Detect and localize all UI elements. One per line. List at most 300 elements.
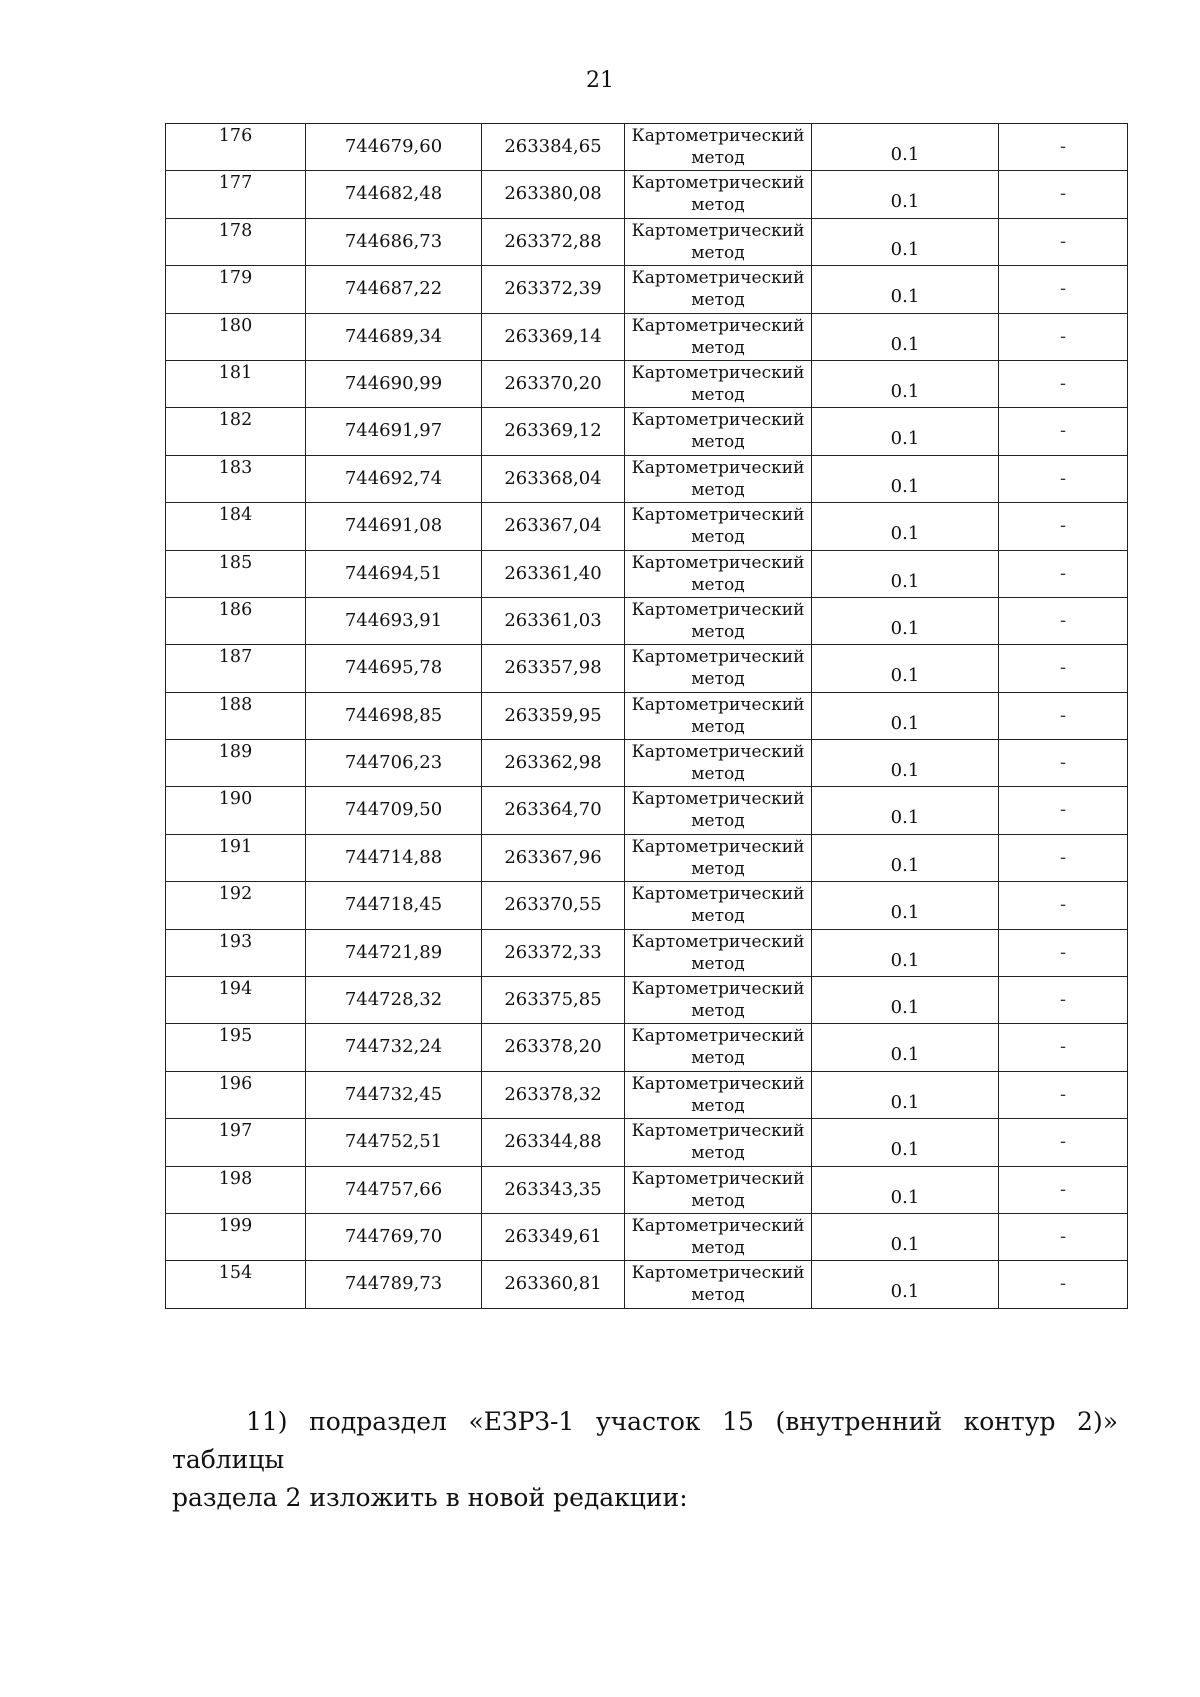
method-value: Картометрический метод — [631, 742, 805, 785]
method-value: Картометрический метод — [631, 1121, 805, 1164]
method-cell — [625, 692, 812, 739]
method-value: Картометрический метод — [631, 1215, 805, 1258]
point-number-cell — [166, 218, 306, 265]
x-coordinate-value: 744714,88 — [344, 846, 443, 868]
point-number-cell — [166, 1071, 306, 1118]
method-cell — [625, 787, 812, 834]
x-coordinate-cell — [306, 740, 482, 787]
note-cell — [999, 313, 1128, 360]
note-cell — [999, 218, 1128, 265]
accuracy-value: 0.1 — [890, 428, 920, 450]
point-number-value: 182 — [218, 410, 253, 431]
accuracy-value: 0.1 — [890, 1233, 920, 1255]
note-value: - — [1059, 372, 1067, 394]
point-number-value: 193 — [218, 931, 253, 952]
x-coordinate-value: 744706,23 — [344, 752, 443, 774]
method-cell — [625, 597, 812, 644]
method-value: Картометрический метод — [631, 647, 805, 690]
point-number-value: 181 — [218, 362, 253, 383]
table-row — [166, 124, 1128, 171]
y-coordinate-value: 263369,14 — [504, 325, 602, 347]
y-coordinate-cell — [482, 692, 625, 739]
y-coordinate-value: 263343,35 — [504, 1178, 602, 1200]
method-value: Картометрический метод — [631, 126, 805, 168]
x-coordinate-value: 744721,89 — [344, 941, 443, 963]
x-coordinate-cell — [306, 503, 482, 550]
y-coordinate-cell — [482, 1213, 625, 1260]
x-coordinate-cell — [306, 1166, 482, 1213]
point-number-value: 198 — [218, 1168, 253, 1189]
x-coordinate-cell — [306, 834, 482, 881]
point-number-value: 197 — [218, 1121, 253, 1142]
x-coordinate-cell — [306, 929, 482, 976]
accuracy-value: 0.1 — [890, 997, 920, 1019]
note-cell — [999, 977, 1128, 1024]
note-cell — [999, 740, 1128, 787]
accuracy-value: 0.1 — [890, 1139, 920, 1161]
method-cell — [625, 124, 812, 171]
x-coordinate-cell — [306, 597, 482, 644]
x-coordinate-cell — [306, 1071, 482, 1118]
method-cell — [625, 1119, 812, 1166]
table-row — [166, 1213, 1128, 1260]
accuracy-value: 0.1 — [890, 617, 920, 639]
x-coordinate-cell — [306, 266, 482, 313]
x-coordinate-value: 744687,22 — [344, 278, 443, 300]
note-cell — [999, 929, 1128, 976]
note-value: - — [1059, 1273, 1067, 1295]
accuracy-cell — [812, 977, 999, 1024]
y-coordinate-value: 263361,40 — [504, 562, 602, 584]
amendment-paragraph — [172, 1403, 1118, 1517]
point-number-value: 179 — [218, 268, 253, 289]
method-cell — [625, 1024, 812, 1071]
method-cell — [625, 550, 812, 597]
table-row — [166, 740, 1128, 787]
point-number-value: 176 — [218, 126, 253, 146]
accuracy-value: 0.1 — [890, 238, 920, 260]
y-coordinate-value: 263349,61 — [504, 1225, 602, 1247]
note-cell — [999, 597, 1128, 644]
method-cell — [625, 977, 812, 1024]
y-coordinate-cell — [482, 787, 625, 834]
accuracy-value: 0.1 — [890, 760, 920, 782]
accuracy-cell — [812, 1166, 999, 1213]
accuracy-value: 0.1 — [890, 333, 920, 355]
point-number-value: 186 — [218, 599, 253, 620]
note-cell — [999, 1261, 1128, 1308]
note-value: - — [1059, 136, 1067, 157]
table-row — [166, 977, 1128, 1024]
table-row — [166, 1166, 1128, 1213]
accuracy-cell — [812, 692, 999, 739]
table-row — [166, 929, 1128, 976]
note-value: - — [1059, 609, 1067, 631]
accuracy-cell — [812, 787, 999, 834]
table-row — [166, 171, 1128, 218]
note-cell — [999, 1213, 1128, 1260]
paragraph-line-2: раздела 2 изложить в новой редакции: — [172, 1483, 688, 1512]
x-coordinate-cell — [306, 645, 482, 692]
x-coordinate-value: 744692,74 — [344, 467, 443, 489]
y-coordinate-value: 263372,39 — [504, 278, 602, 300]
method-value: Картометрический метод — [631, 362, 805, 405]
method-value: Картометрический метод — [631, 694, 805, 737]
accuracy-value: 0.1 — [890, 1044, 920, 1066]
accuracy-cell — [812, 597, 999, 644]
accuracy-cell — [812, 313, 999, 360]
y-coordinate-value: 263370,55 — [504, 894, 602, 916]
note-cell — [999, 787, 1128, 834]
method-cell — [625, 1213, 812, 1260]
note-value: - — [1059, 278, 1067, 300]
note-value: - — [1059, 894, 1067, 916]
method-cell — [625, 503, 812, 550]
accuracy-value: 0.1 — [890, 523, 920, 545]
accuracy-cell — [812, 408, 999, 455]
method-value: Картометрический метод — [631, 931, 805, 974]
point-number-value: 184 — [218, 505, 253, 526]
note-cell — [999, 834, 1128, 881]
note-cell — [999, 550, 1128, 597]
method-value: Картометрический метод — [631, 789, 805, 832]
accuracy-value: 0.1 — [890, 1186, 920, 1208]
y-coordinate-value: 263364,70 — [504, 799, 602, 821]
y-coordinate-cell — [482, 1166, 625, 1213]
note-value: - — [1059, 515, 1067, 537]
method-cell — [625, 645, 812, 692]
method-cell — [625, 1071, 812, 1118]
accuracy-cell — [812, 124, 999, 171]
method-cell — [625, 171, 812, 218]
y-coordinate-value: 263380,08 — [504, 183, 602, 205]
y-coordinate-cell — [482, 455, 625, 502]
y-coordinate-cell — [482, 1261, 625, 1308]
point-number-value: 196 — [218, 1073, 253, 1094]
accuracy-value: 0.1 — [890, 380, 920, 402]
x-coordinate-cell — [306, 1119, 482, 1166]
note-value: - — [1059, 752, 1067, 774]
accuracy-cell — [812, 834, 999, 881]
point-number-value: 187 — [218, 647, 253, 668]
x-coordinate-cell — [306, 1213, 482, 1260]
method-cell — [625, 313, 812, 360]
table-row — [166, 455, 1128, 502]
x-coordinate-value: 744769,70 — [344, 1225, 443, 1247]
table-row — [166, 692, 1128, 739]
accuracy-value: 0.1 — [890, 570, 920, 592]
method-cell — [625, 360, 812, 407]
note-value: - — [1059, 1036, 1067, 1058]
table-row — [166, 645, 1128, 692]
y-coordinate-value: 263367,96 — [504, 846, 602, 868]
accuracy-value: 0.1 — [890, 144, 920, 165]
point-number-value: 180 — [218, 315, 253, 336]
accuracy-cell — [812, 1024, 999, 1071]
method-value: Картометрический метод — [631, 552, 805, 595]
method-cell — [625, 834, 812, 881]
y-coordinate-value: 263378,20 — [504, 1036, 602, 1058]
y-coordinate-cell — [482, 834, 625, 881]
table-row — [166, 313, 1128, 360]
method-value: Картометрический метод — [631, 268, 805, 311]
table-row — [166, 503, 1128, 550]
point-number-cell — [166, 313, 306, 360]
x-coordinate-value: 744732,45 — [344, 1083, 443, 1105]
x-coordinate-value: 744691,97 — [344, 420, 443, 442]
note-cell — [999, 455, 1128, 502]
accuracy-cell — [812, 171, 999, 218]
note-cell — [999, 503, 1128, 550]
note-value: - — [1059, 846, 1067, 868]
point-number-value: 192 — [218, 884, 253, 905]
point-number-cell — [166, 550, 306, 597]
method-value: Картометрический метод — [631, 220, 805, 263]
y-coordinate-cell — [482, 124, 625, 171]
accuracy-cell — [812, 266, 999, 313]
x-coordinate-value: 744709,50 — [344, 799, 443, 821]
note-value: - — [1059, 1225, 1067, 1247]
note-cell — [999, 171, 1128, 218]
coordinates-table — [165, 123, 1128, 1309]
x-coordinate-value: 744789,73 — [344, 1273, 443, 1295]
note-value: - — [1059, 989, 1067, 1011]
point-number-cell — [166, 124, 306, 171]
x-coordinate-value: 744732,24 — [344, 1036, 443, 1058]
y-coordinate-value: 263378,32 — [504, 1083, 602, 1105]
x-coordinate-cell — [306, 218, 482, 265]
x-coordinate-value: 744718,45 — [344, 894, 443, 916]
y-coordinate-value: 263367,04 — [504, 515, 602, 537]
accuracy-value: 0.1 — [890, 1091, 920, 1113]
table-row — [166, 218, 1128, 265]
point-number-value: 199 — [218, 1215, 253, 1236]
accuracy-cell — [812, 1071, 999, 1118]
y-coordinate-value: 263359,95 — [504, 704, 602, 726]
accuracy-value: 0.1 — [890, 807, 920, 829]
accuracy-cell — [812, 740, 999, 787]
x-coordinate-cell — [306, 1024, 482, 1071]
x-coordinate-cell — [306, 408, 482, 455]
x-coordinate-cell — [306, 787, 482, 834]
accuracy-cell — [812, 1119, 999, 1166]
point-number-cell — [166, 977, 306, 1024]
y-coordinate-cell — [482, 313, 625, 360]
accuracy-cell — [812, 218, 999, 265]
x-coordinate-cell — [306, 455, 482, 502]
y-coordinate-cell — [482, 1024, 625, 1071]
y-coordinate-cell — [482, 977, 625, 1024]
table-row — [166, 834, 1128, 881]
method-value: Картометрический метод — [631, 315, 805, 358]
method-cell — [625, 740, 812, 787]
table-row — [166, 882, 1128, 929]
method-value: Картометрический метод — [631, 979, 805, 1022]
point-number-cell — [166, 597, 306, 644]
y-coordinate-value: 263357,98 — [504, 657, 602, 679]
y-coordinate-cell — [482, 1119, 625, 1166]
method-cell — [625, 455, 812, 502]
method-value: Картометрический метод — [631, 884, 805, 927]
note-value: - — [1059, 1083, 1067, 1105]
method-cell — [625, 266, 812, 313]
point-number-value: 188 — [218, 694, 253, 715]
point-number-value: 189 — [218, 742, 253, 763]
method-cell — [625, 929, 812, 976]
table-row — [166, 1119, 1128, 1166]
y-coordinate-cell — [482, 882, 625, 929]
point-number-value: 194 — [218, 979, 253, 1000]
note-value: - — [1059, 657, 1067, 679]
x-coordinate-value: 744691,08 — [344, 515, 443, 537]
note-value: - — [1059, 325, 1067, 347]
accuracy-value: 0.1 — [890, 712, 920, 734]
accuracy-cell — [812, 1213, 999, 1260]
point-number-cell — [166, 740, 306, 787]
note-value: - — [1059, 1178, 1067, 1200]
point-number-cell — [166, 645, 306, 692]
accuracy-value: 0.1 — [890, 191, 920, 213]
table-row — [166, 1261, 1128, 1308]
method-value: Картометрический метод — [631, 457, 805, 500]
method-value: Картометрический метод — [631, 1073, 805, 1116]
y-coordinate-cell — [482, 929, 625, 976]
y-coordinate-value: 263372,33 — [504, 941, 602, 963]
method-value: Картометрический метод — [631, 1168, 805, 1211]
point-number-cell — [166, 455, 306, 502]
accuracy-cell — [812, 455, 999, 502]
x-coordinate-value: 744695,78 — [344, 657, 443, 679]
x-coordinate-value: 744757,66 — [344, 1178, 443, 1200]
table-row — [166, 266, 1128, 313]
point-number-value: 185 — [218, 552, 253, 573]
method-value: Картометрический метод — [631, 836, 805, 879]
y-coordinate-value: 263384,65 — [504, 136, 602, 157]
accuracy-value: 0.1 — [890, 854, 920, 876]
table-row — [166, 597, 1128, 644]
y-coordinate-cell — [482, 408, 625, 455]
x-coordinate-value: 744690,99 — [344, 372, 443, 394]
accuracy-cell — [812, 882, 999, 929]
x-coordinate-value: 744728,32 — [344, 989, 443, 1011]
note-value: - — [1059, 704, 1067, 726]
x-coordinate-value: 744752,51 — [344, 1131, 443, 1153]
method-value: Картометрический метод — [631, 1263, 805, 1306]
accuracy-value: 0.1 — [890, 902, 920, 924]
note-cell — [999, 645, 1128, 692]
table-row — [166, 1071, 1128, 1118]
note-cell — [999, 124, 1128, 171]
point-number-value: 154 — [218, 1263, 253, 1284]
y-coordinate-value: 263362,98 — [504, 752, 602, 774]
x-coordinate-cell — [306, 360, 482, 407]
x-coordinate-cell — [306, 692, 482, 739]
x-coordinate-cell — [306, 171, 482, 218]
point-number-cell — [166, 1166, 306, 1213]
table-row — [166, 787, 1128, 834]
accuracy-value: 0.1 — [890, 665, 920, 687]
accuracy-cell — [812, 645, 999, 692]
point-number-cell — [166, 171, 306, 218]
y-coordinate-cell — [482, 1071, 625, 1118]
note-cell — [999, 882, 1128, 929]
accuracy-value: 0.1 — [890, 1281, 920, 1303]
point-number-value: 195 — [218, 1026, 253, 1047]
note-value: - — [1059, 941, 1067, 963]
point-number-value: 183 — [218, 457, 253, 478]
note-value: - — [1059, 230, 1067, 252]
note-cell — [999, 1119, 1128, 1166]
method-cell — [625, 1166, 812, 1213]
point-number-value: 177 — [218, 173, 253, 194]
table-row — [166, 1024, 1128, 1071]
y-coordinate-cell — [482, 218, 625, 265]
x-coordinate-value: 744689,34 — [344, 325, 443, 347]
y-coordinate-value: 263370,20 — [504, 372, 602, 394]
point-number-value: 191 — [218, 836, 253, 857]
accuracy-cell — [812, 929, 999, 976]
y-coordinate-cell — [482, 550, 625, 597]
note-cell — [999, 692, 1128, 739]
point-number-cell — [166, 266, 306, 313]
page-number: 21 — [586, 68, 614, 93]
x-coordinate-value: 744682,48 — [344, 183, 443, 205]
y-coordinate-value: 263344,88 — [504, 1131, 602, 1153]
note-value: - — [1059, 420, 1067, 442]
accuracy-value: 0.1 — [890, 949, 920, 971]
point-number-cell — [166, 1213, 306, 1260]
paragraph-line-1: 11) подраздел «ЕЗРЗ-1 участок 15 (внутренний контур 2)» таблицы — [172, 1407, 1118, 1474]
accuracy-cell — [812, 360, 999, 407]
x-coordinate-value: 744698,85 — [344, 704, 443, 726]
note-cell — [999, 1166, 1128, 1213]
note-value: - — [1059, 467, 1067, 489]
point-number-cell — [166, 929, 306, 976]
method-cell — [625, 408, 812, 455]
table-row — [166, 408, 1128, 455]
table-row — [166, 550, 1128, 597]
note-value: - — [1059, 183, 1067, 205]
note-cell — [999, 408, 1128, 455]
x-coordinate-cell — [306, 124, 482, 171]
x-coordinate-value: 744694,51 — [344, 562, 443, 584]
point-number-value: 178 — [218, 220, 253, 241]
y-coordinate-cell — [482, 503, 625, 550]
y-coordinate-value: 263375,85 — [504, 989, 602, 1011]
method-value: Картометрический метод — [631, 599, 805, 642]
point-number-cell — [166, 408, 306, 455]
point-number-cell — [166, 503, 306, 550]
y-coordinate-cell — [482, 171, 625, 218]
point-number-cell — [166, 360, 306, 407]
y-coordinate-cell — [482, 645, 625, 692]
method-cell — [625, 218, 812, 265]
y-coordinate-value: 263361,03 — [504, 609, 602, 631]
accuracy-cell — [812, 503, 999, 550]
y-coordinate-value: 263369,12 — [504, 420, 602, 442]
note-value: - — [1059, 1131, 1067, 1153]
method-value: Картометрический метод — [631, 1026, 805, 1069]
y-coordinate-value: 263360,81 — [504, 1273, 602, 1295]
method-value: Картометрический метод — [631, 505, 805, 548]
note-cell — [999, 360, 1128, 407]
x-coordinate-cell — [306, 882, 482, 929]
accuracy-value: 0.1 — [890, 286, 920, 308]
y-coordinate-value: 263368,04 — [504, 467, 602, 489]
note-cell — [999, 266, 1128, 313]
point-number-cell — [166, 834, 306, 881]
point-number-cell — [166, 882, 306, 929]
